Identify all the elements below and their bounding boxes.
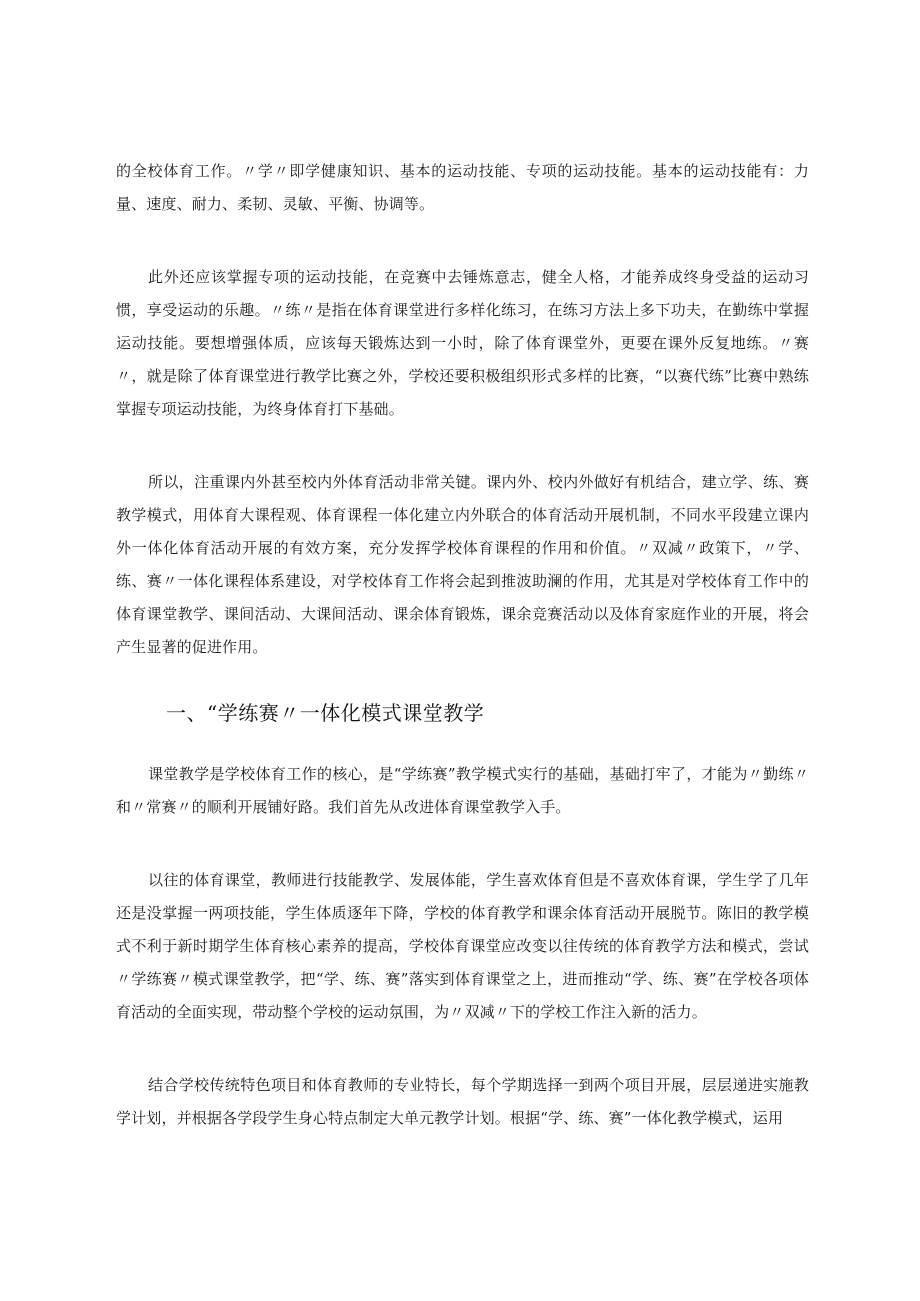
- document-body: [116, 155, 809, 1135]
- paragraph-teaching-plan: 结合学校传统特色项目和体育教师的专业特长，每个学期选择一到两个项目开展，层层递进实施教学计划，并根据各学段学生身心特点制定大单元教学计划。根据“学、练、赛”一体化教学模式，运用: [116, 1076, 809, 1127]
- paragraph-past-classroom: 以往的体育课堂，教师进行技能教学、发展体能，学生喜欢体育但是不喜欢体育课，学生学了几年还是没掌握一两项技能，学生体质逐年下降，学校的体育教学和课余体育活动开展脱节。陈旧的教学模式不利于新时期学生体育核心素养的提高，学校体育课堂应改变以往传统的体育教学方法和模式，尝试〃学练赛〃模式课堂教学，把“学、练、赛”落实到体育课堂之上，进而推动“学、练、赛”在学校各项体育活动的全面实现，带动整个学校的运动氛围，为〃双减〃下的学校工作注入新的活力。: [116, 871, 809, 1021]
- paragraph-continuation: 的全校体育工作。〃学〃即学健康知识、基本的运动技能、专项的运动技能。基本的运动技能有：力量、速度、耐力、柔韧、灵敏、平衡、协调等。: [116, 162, 809, 213]
- paragraph-extracurricular: 所以，注重课内外甚至校内外体育活动非常关键。课内外、校内外做好有机结合，建立学、练、赛教学模式，用体育大课程观、体育课程一体化建立内外联合的体育活动开展机制，不同水平段建立课内外一体化体育活动开展的有效方案，充分发挥学校体育课程的作用和价值。〃双减〃政策下，〃学、练、赛〃一体化课程体系建设，对学校体育工作将会起到推波助澜的作用，尤其是对学校体育工作中的体育课堂教学、课间活动、大课间活动、课余体育锻炼，课余竞赛活动以及体育家庭作业的开展，将会产生显著的促进作用。: [116, 473, 809, 656]
- section-heading: 一、“学练赛〃一体化模式课堂教学: [166, 701, 485, 725]
- paragraph-specialized-skills: 此外还应该掌握专项的运动技能，在竞赛中去锤炼意志，健全人格，才能养成终身受益的运动习惯，享受运动的乐趣。〃练〃是指在体育课堂进行多样化练习，在练习方法上多下功夫，在勤练中掌握运动技能。要想增强体质，应该每天锻炼达到一小时，除了体育课堂外，更要在课外反复地练。〃赛〃，就是除了体育课堂进行教学比赛之外，学校还要积极组织形式多样的比赛，“以赛代练”比赛中熟练掌握专项运动技能，为终身体育打下基础。: [116, 268, 809, 418]
- paragraph-classroom-core: 课堂教学是学校体育工作的核心，是“学练赛”教学模式实行的基础，基础打牢了，才能为〃勤练〃和〃常赛〃的顺利开展铺好路。我们首先从改进体育课堂教学入手。: [116, 765, 809, 816]
